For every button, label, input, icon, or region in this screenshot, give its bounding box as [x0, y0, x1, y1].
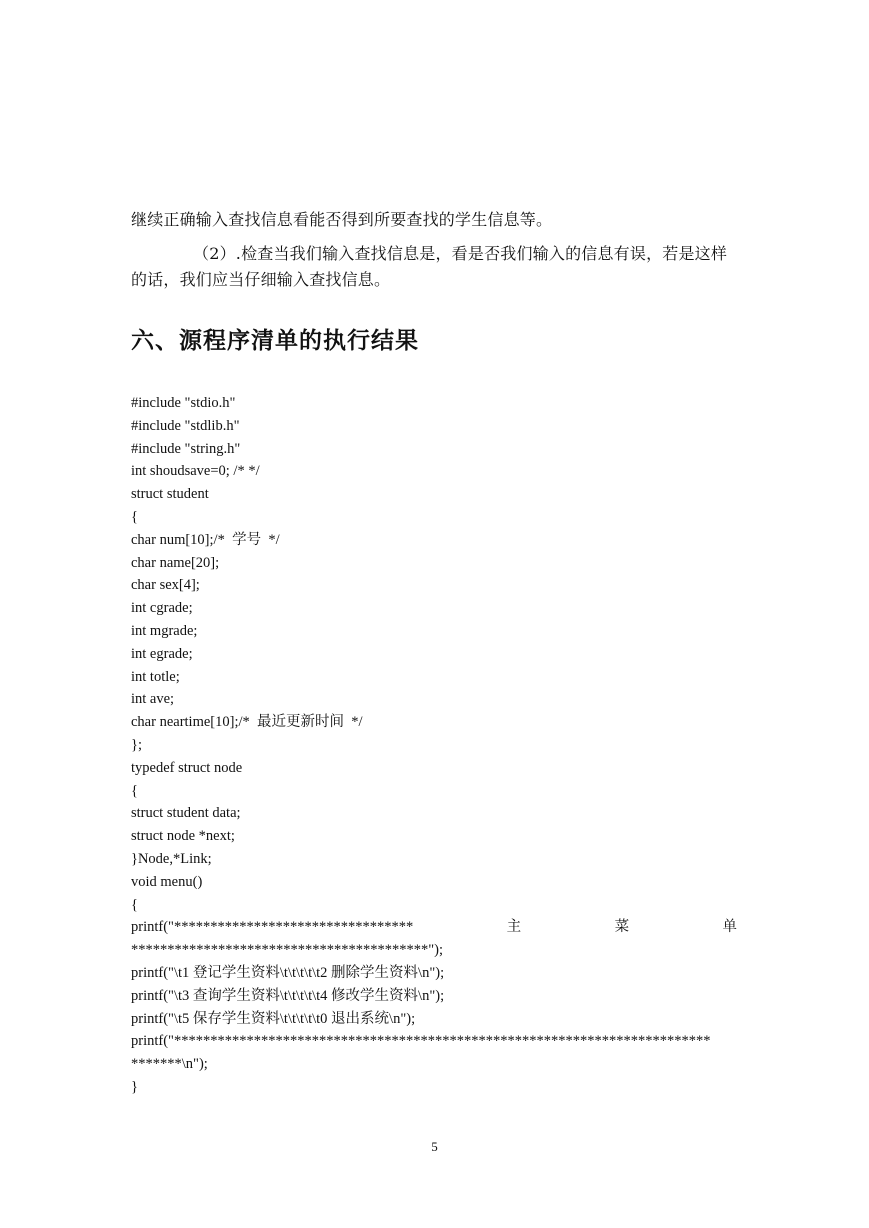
- code-line: char name[20];: [131, 554, 220, 571]
- section-heading: 六、源程序清单的执行结果: [131, 328, 419, 354]
- code-line: }: [131, 1078, 138, 1095]
- code-line: struct node *next;: [131, 828, 235, 845]
- code-line: };: [131, 736, 142, 753]
- code-line: printf("\t3 查询学生资料\t\t\t\t\t4 修改学生资料\n");: [131, 987, 445, 1004]
- code-line: printf("\t1 登记学生资料\t\t\t\t\t2 删除学生资料\n");: [131, 964, 445, 981]
- code-line: int ave;: [131, 691, 175, 708]
- code-line: *****************************************");: [131, 942, 444, 959]
- code-fragment: 菜: [614, 919, 630, 936]
- code-line: #include "stdlib.h": [131, 417, 240, 434]
- code-line: int cgrade;: [131, 600, 193, 617]
- code-line: char sex[4];: [131, 577, 200, 594]
- code-line: *******\n");: [131, 1056, 208, 1073]
- code-line: int totle;: [131, 668, 180, 685]
- code-line: struct student data;: [131, 805, 241, 822]
- code-fragment: printf("*********************************: [131, 919, 414, 936]
- code-line: int egrade;: [131, 645, 193, 662]
- code-line: {: [131, 508, 138, 525]
- code-line: {: [131, 782, 138, 799]
- code-line: printf("**************************************************************************: [131, 1033, 711, 1050]
- code-line: struct student: [131, 486, 209, 503]
- code-line: char num[10];/* 学号 */: [131, 531, 280, 548]
- code-line: }Node,*Link;: [131, 850, 212, 867]
- code-line: int shoudsave=0; /* */: [131, 463, 260, 480]
- code-line: typedef struct node: [131, 759, 243, 776]
- code-line: int mgrade;: [131, 622, 198, 639]
- code-line: void menu(): [131, 873, 203, 890]
- paragraph-check: （2）.检查当我们输入查找信息是，看是否我们输入的信息有误，若是这样的话，我们应当仔细输入查找信息。: [131, 244, 728, 289]
- paragraph-continue: 继续正确输入查找信息看能否得到所要查找的学生信息等。: [131, 210, 553, 229]
- code-line: #include "stdio.h": [131, 395, 236, 411]
- code-line: #include "string.h": [131, 440, 241, 457]
- code-line-menu-title: [131, 916, 737, 939]
- code-fragment: 单: [722, 919, 737, 936]
- source-code-listing: [131, 392, 737, 1099]
- code-line: printf("\t5 保存学生资料\t\t\t\t\t0 退出系统\n");: [131, 1010, 416, 1027]
- code-fragment: 主: [506, 919, 522, 936]
- page-number: 5: [431, 1139, 438, 1154]
- code-line: char neartime[10];/* 最近更新时间 */: [131, 714, 363, 731]
- code-line: {: [131, 896, 138, 913]
